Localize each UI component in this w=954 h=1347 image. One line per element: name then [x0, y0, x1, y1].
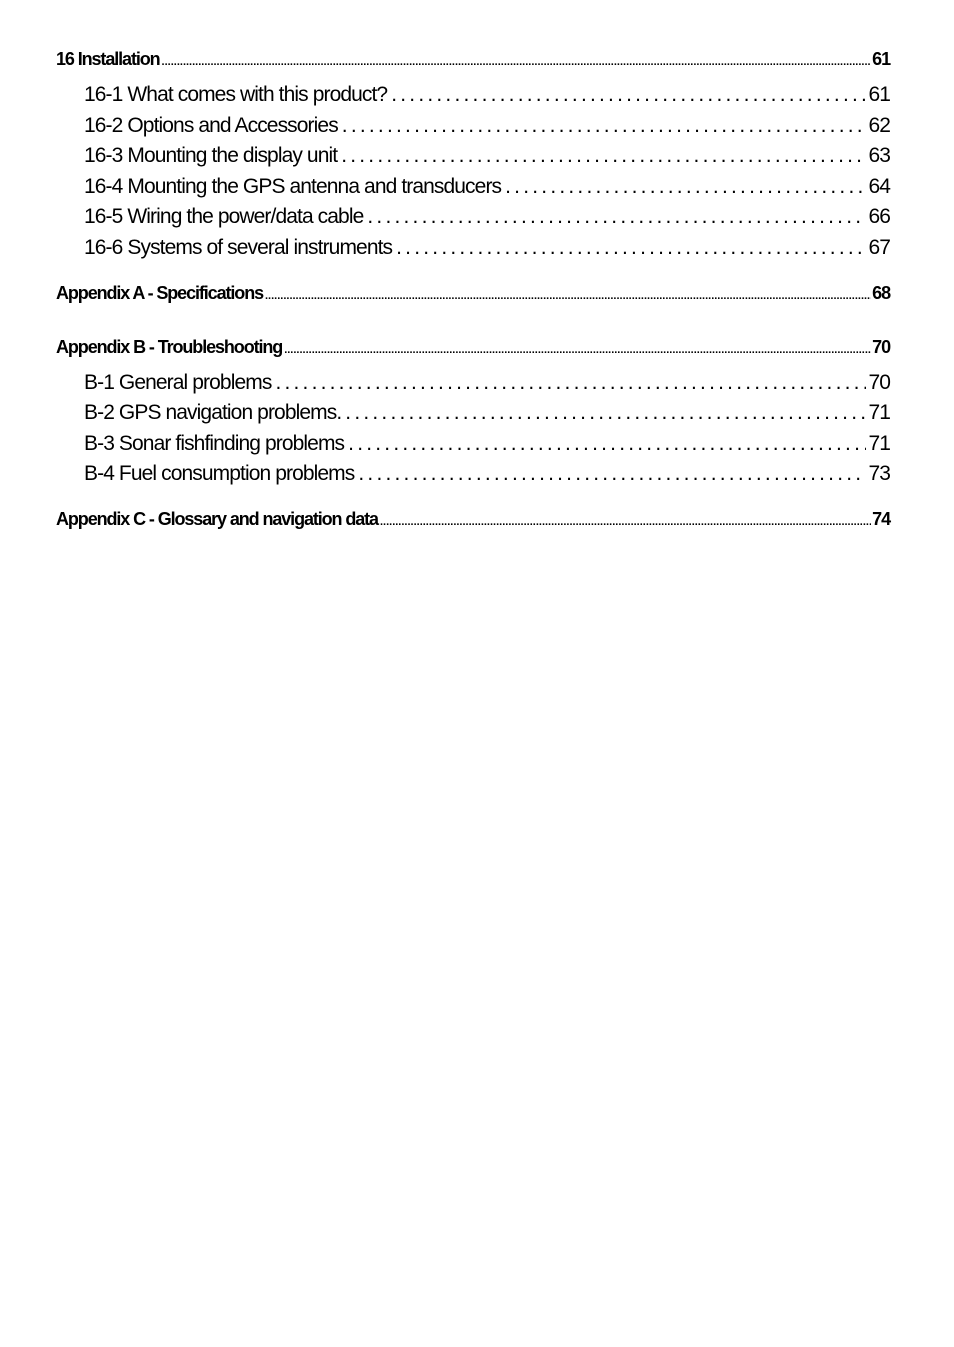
toc-entry-page: 62: [868, 113, 890, 137]
toc-section-appendix-c[interactable]: [56, 506, 890, 532]
toc-entry-label: 16-6 Systems of several instruments: [84, 235, 393, 259]
dot-leader: [348, 429, 866, 460]
toc-section-title: Appendix B - Troubleshooting: [56, 336, 283, 357]
toc-entry-label: B-2 GPS navigation problems.: [84, 401, 342, 425]
dot-leader: [391, 80, 866, 111]
toc-entry[interactable]: [84, 111, 890, 142]
toc-subsection-list: [56, 80, 890, 264]
toc-entry-label: 16-5 Wiring the power/data cable: [84, 205, 364, 229]
toc-entry-page: 71: [868, 431, 890, 455]
toc-entry[interactable]: [84, 368, 890, 399]
toc-entry-page: 66: [868, 205, 890, 229]
toc-entry-label: 16-2 Options and Accessories: [84, 113, 338, 137]
dot-leader: [505, 172, 866, 203]
toc-entry[interactable]: [84, 172, 890, 203]
toc-entry-page: 61: [868, 83, 890, 106]
toc-entry-page: 73: [868, 462, 890, 486]
dot-leader: [265, 283, 871, 309]
toc-entry[interactable]: [84, 459, 890, 490]
toc-entry-page: 63: [868, 144, 890, 168]
toc-section-title: Appendix A - Specifications: [56, 282, 263, 303]
toc-entry-label: 16-3 Mounting the display unit: [84, 144, 338, 168]
dot-leader: [162, 49, 872, 75]
toc-section-page: 74: [872, 508, 890, 529]
table-of-contents: [56, 46, 890, 532]
dot-leader: [341, 141, 866, 172]
dot-leader: [275, 368, 866, 399]
toc-entry[interactable]: [84, 398, 890, 429]
dot-leader: [380, 509, 871, 535]
toc-entry-label: B-1 General problems: [84, 370, 272, 394]
toc-section-title: 16 Installation: [56, 49, 160, 69]
toc-entry[interactable]: [84, 141, 890, 172]
dot-leader: [358, 459, 866, 490]
toc-entry[interactable]: [84, 202, 890, 233]
dot-leader: [284, 337, 871, 363]
toc-section-16[interactable]: [56, 46, 890, 72]
toc-entry[interactable]: [84, 429, 890, 460]
toc-entry-label: B-3 Sonar fishfinding problems: [84, 431, 345, 455]
toc-entry-page: 71: [868, 401, 890, 425]
toc-section-appendix-a[interactable]: [56, 280, 890, 306]
toc-entry[interactable]: [84, 80, 890, 111]
dot-leader: [342, 111, 867, 142]
toc-section-appendix-b[interactable]: [56, 334, 890, 360]
dot-leader: [367, 202, 866, 233]
toc-section-page: 68: [872, 282, 890, 303]
toc-entry-page: 64: [868, 174, 890, 198]
toc-subsection-list: [56, 368, 890, 490]
toc-section-page: 61: [872, 49, 890, 69]
toc-entry-label: 16-4 Mounting the GPS antenna and transducers: [84, 174, 502, 198]
dot-leader: [345, 398, 866, 429]
toc-entry-page: 70: [868, 370, 890, 394]
toc-entry-page: 67: [868, 235, 890, 259]
toc-section-title: Appendix C - Glossary and navigation data: [56, 508, 378, 529]
toc-entry[interactable]: [84, 233, 890, 264]
toc-section-page: 70: [872, 336, 890, 357]
toc-entry-label: 16-1 What comes with this product?: [84, 83, 388, 106]
dot-leader: [396, 233, 866, 264]
toc-entry-label: B-4 Fuel consumption problems: [84, 462, 355, 486]
